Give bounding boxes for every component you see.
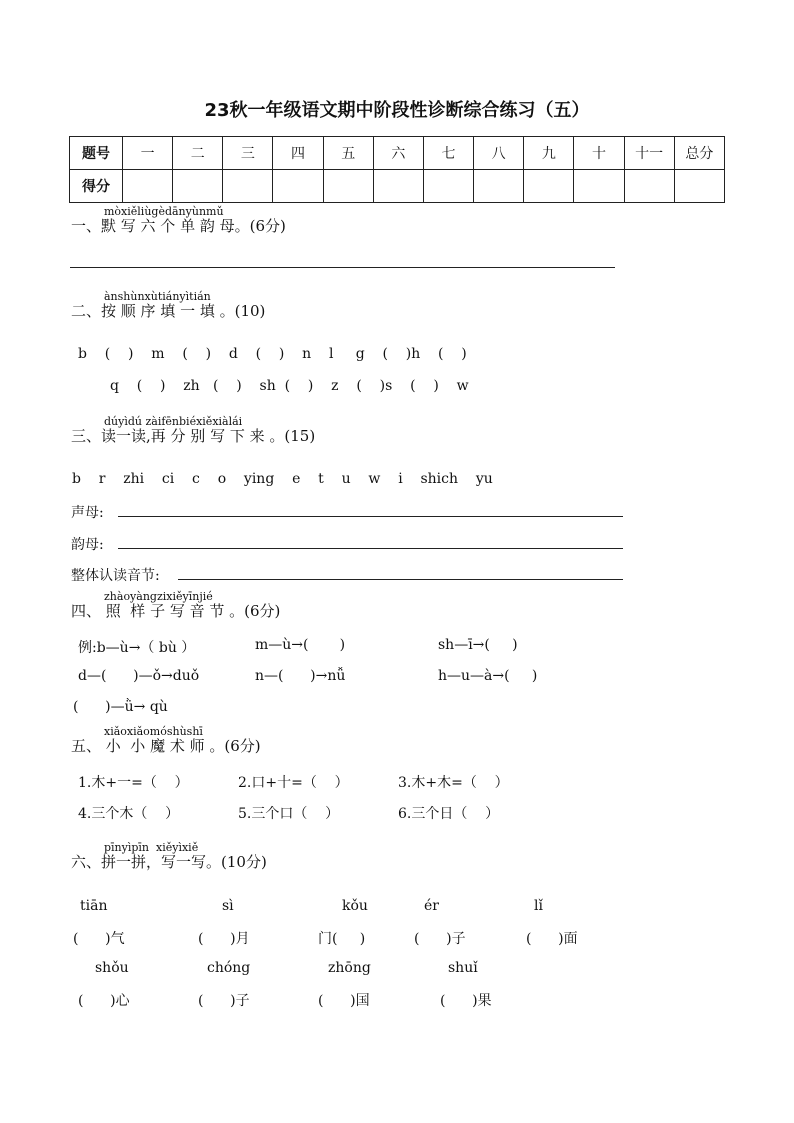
fill-item: ( )心 (78, 993, 130, 1009)
exercise-item: h—u—à→( ) (438, 668, 538, 684)
fill-item: ( )气 (73, 931, 125, 947)
table-cell: 四 (273, 137, 323, 170)
initials-label: 声母: (71, 505, 104, 521)
table-cell: 总分 (674, 137, 724, 170)
table-cell: 十一 (624, 137, 674, 170)
section-1-pinyin: mòxiěliùgèdānyùnmǔ (104, 205, 224, 218)
pinyin-prompt: shuǐ (448, 960, 478, 976)
exercise-item: m—ù→( ) (255, 637, 346, 653)
score-cell[interactable] (223, 170, 273, 203)
table-row (70, 137, 725, 170)
exercise-item: ( )—ǜ→ qù (73, 699, 168, 715)
pinyin-prompt: tiān (80, 898, 108, 914)
table-cell: 六 (373, 137, 423, 170)
fill-item: ( )果 (440, 993, 492, 1009)
score-cell[interactable] (273, 170, 323, 203)
fill-item: 门( ) (318, 931, 366, 947)
exercise-item: 2.口+十=（ ） (238, 775, 349, 791)
score-cell[interactable] (474, 170, 524, 203)
table-cell: 五 (323, 137, 373, 170)
section-5-pinyin: xiǎoxiǎomóshùshī (104, 725, 203, 738)
section-4-pinyin: zhàoyàngzixiěyīnjié (104, 590, 213, 603)
score-cell[interactable] (674, 170, 724, 203)
score-cell[interactable] (524, 170, 574, 203)
page-title: 23秋一年级语文期中阶段性诊断综合练习（五） (204, 100, 590, 121)
exercise-item: 6.三个日（ ） (398, 806, 500, 822)
score-cell[interactable] (173, 170, 223, 203)
fill-item: ( )子 (198, 993, 250, 1009)
example-item: 例:b—ù→（ bù ） (78, 640, 196, 656)
score-cell[interactable] (574, 170, 624, 203)
answer-line[interactable] (118, 516, 623, 517)
finals-label: 韵母: (71, 537, 104, 553)
section-4-title: 四、 照 样 子 写 音 节 。(6分) (71, 602, 281, 620)
exercise-item: 1.木+一=（ ） (78, 775, 189, 791)
pinyin-prompt: chóng (207, 960, 251, 976)
exercise-item: 3.木+木=（ ） (398, 775, 509, 791)
table-cell: 七 (423, 137, 473, 170)
section-2-pinyin: ànshùnxùtiányìtián (104, 290, 211, 303)
exercise-item: 4.三个木（ ） (78, 806, 180, 822)
exercise-item: d—( )—ǒ→duǒ (78, 668, 200, 684)
score-cell[interactable] (123, 170, 173, 203)
exercise-item: 5.三个口（ ） (238, 806, 340, 822)
answer-line[interactable] (178, 579, 623, 580)
section-6-title: 六、拼一拼，写一写。(10分) (71, 853, 267, 871)
table-cell: 三 (223, 137, 273, 170)
table-cell: 一 (123, 137, 173, 170)
letter-list: b r zhi ci c o ying e t u w i shich yu (72, 471, 493, 487)
fill-item: ( )月 (198, 931, 250, 947)
section-6-pinyin: pīnyìpīn xiěyìxiě (104, 841, 199, 854)
table-cell: 得分 (70, 170, 123, 203)
exercise-item: sh—ī→( ) (438, 637, 518, 653)
section-5-title: 五、 小 小 魔 术 师 。(6分) (71, 737, 261, 755)
score-cell[interactable] (323, 170, 373, 203)
pinyin-prompt: kǒu (342, 898, 368, 914)
fill-item: ( )面 (526, 931, 578, 947)
section-2-title: 二、按 顺 序 填 一 填 。(10) (71, 302, 266, 320)
section-3-title: 三、读一读,再 分 别 写 下 来 。(15) (71, 427, 316, 445)
answer-line[interactable] (118, 548, 623, 549)
pinyin-prompt: lǐ (534, 898, 543, 914)
section-1-title: 一、默 写 六 个 单 韵 母。(6分) (71, 217, 286, 235)
table-row (70, 170, 725, 203)
score-cell[interactable] (423, 170, 473, 203)
fill-item: ( )子 (414, 931, 466, 947)
table-cell: 题号 (70, 137, 123, 170)
score-table (69, 136, 725, 203)
table-cell: 二 (173, 137, 223, 170)
exercise-item: n—( )→nǚ (255, 668, 346, 684)
table-cell: 十 (574, 137, 624, 170)
score-cell[interactable] (624, 170, 674, 203)
whole-syllable-label: 整体认读音节: (71, 568, 160, 584)
answer-line[interactable] (70, 267, 615, 268)
table-cell: 八 (474, 137, 524, 170)
pinyin-prompt: shǒu (95, 960, 129, 976)
score-cell[interactable] (373, 170, 423, 203)
sequence-row-2: q ( ) zh ( ) sh ( ) z ( )s ( ) w (110, 378, 469, 394)
pinyin-prompt: ér (424, 898, 439, 914)
pinyin-prompt: zhōng (328, 960, 371, 976)
sequence-row-1: b ( ) m ( ) d ( ) n l g ( )h ( ) (78, 346, 467, 362)
pinyin-prompt: sì (222, 898, 234, 914)
fill-item: ( )国 (318, 993, 370, 1009)
table-cell: 九 (524, 137, 574, 170)
section-3-pinyin: dúyìdú zàifēnbiéxiěxiàlái (104, 415, 243, 428)
